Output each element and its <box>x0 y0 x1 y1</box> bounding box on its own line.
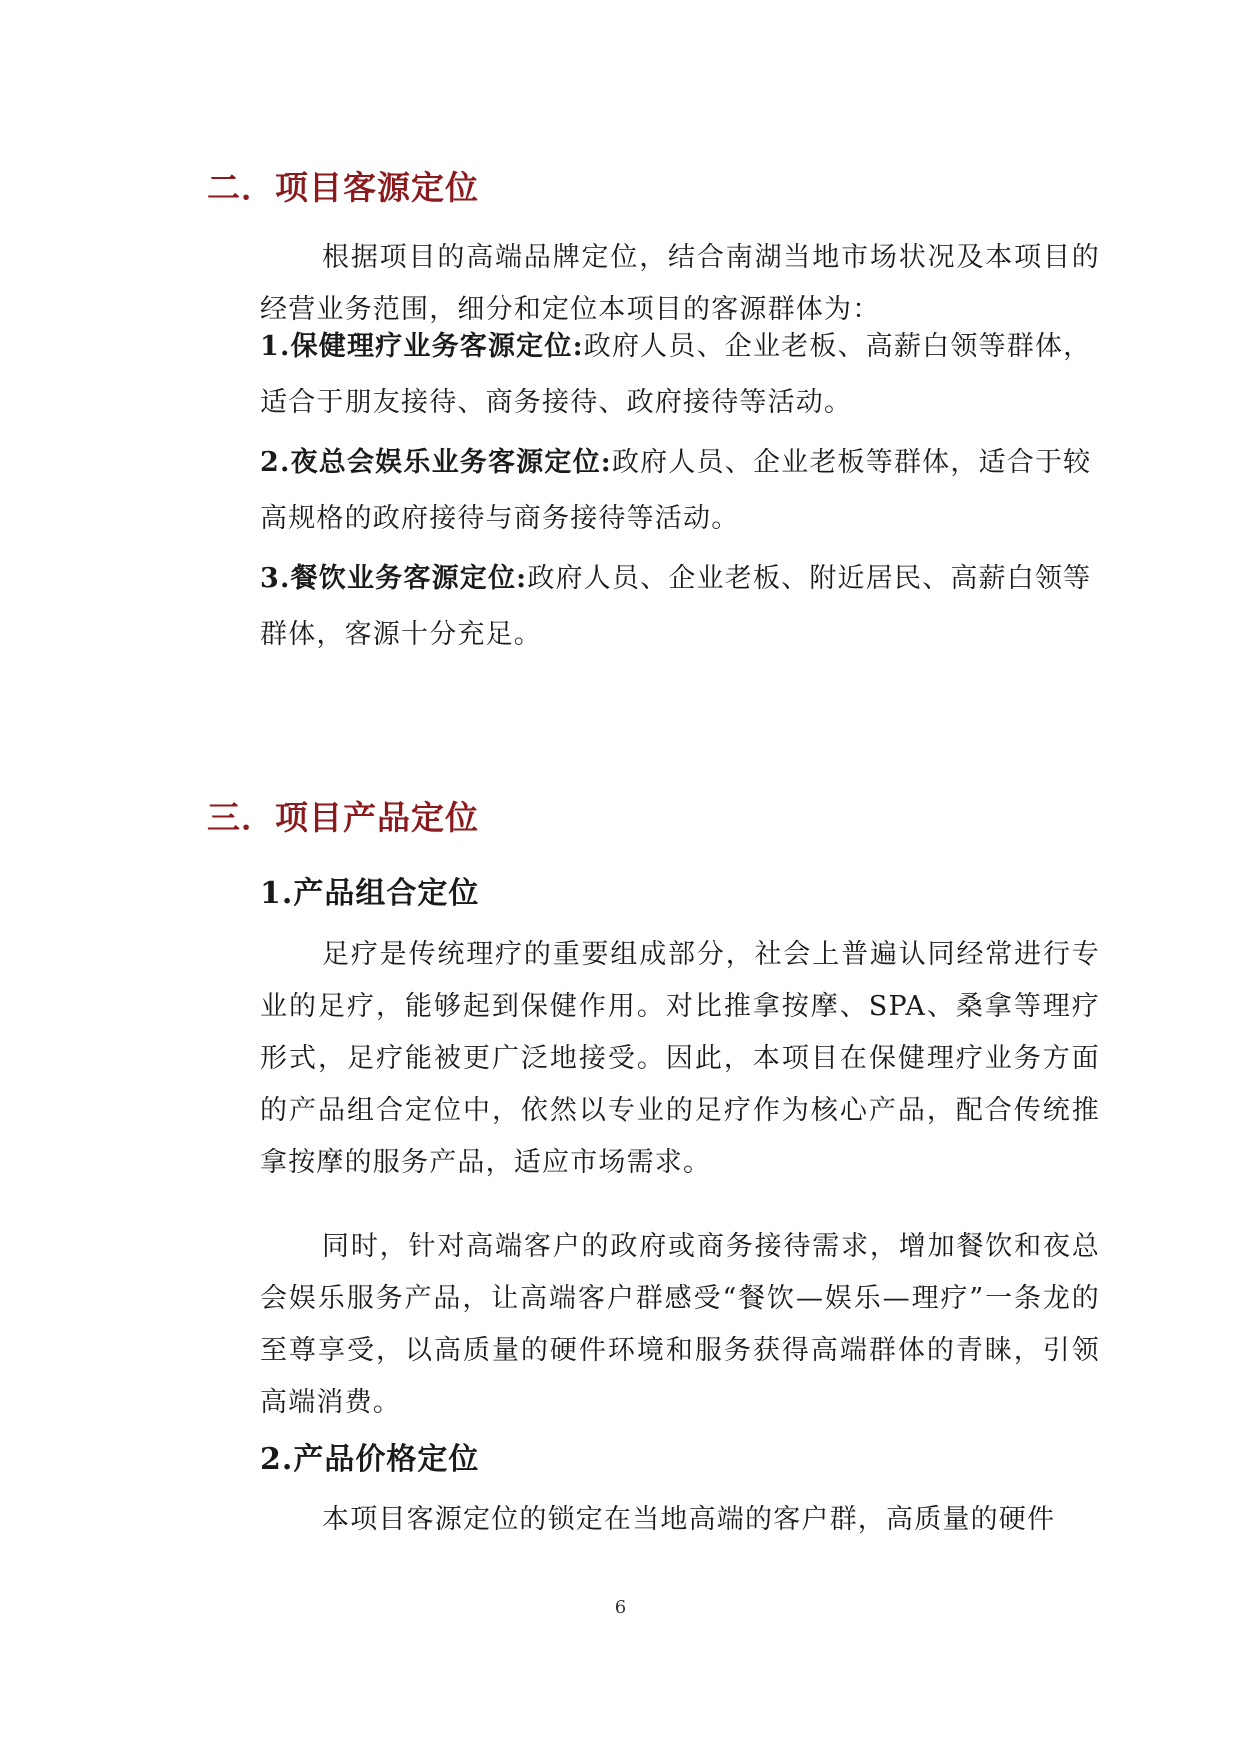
section-heading-customer-positioning: 二．项目客源定位 <box>207 168 479 207</box>
subsection-heading-product-mix: 1.产品组合定位 <box>260 876 480 911</box>
list-item-label: 2.夜总会娱乐业务客源定位: <box>260 447 612 478</box>
list-item-text: 政府人员、企业老板、附近居民、高薪白领等群体，客源十分充足。 <box>260 563 1092 650</box>
list-item-health-therapy <box>260 319 1100 431</box>
product-mix-paragraph-2: 同时，针对高端客户的政府或商务接待需求，增加餐饮和夜总会娱乐服务产品，让高端客户群感受“餐饮—娱乐—理疗”一条龙的至尊享受，以高质量的硬件环境和服务获得高端群体的青睐，引领高端消费。 <box>260 1231 1100 1418</box>
page-number: 6 <box>614 1597 627 1618</box>
section-intro-paragraph: 根据项目的高端品牌定位，结合南湖当地市场状况及本项目的经营业务范围，细分和定位本项目的客源群体为： <box>260 242 1100 325</box>
list-item-nightclub <box>260 435 1100 547</box>
product-mix-paragraph-1: 足疗是传统理疗的重要组成部分，社会上普遍认同经常进行专业的足疗，能够起到保健作用。对比推拿按摩、SPA、桑拿等理疗形式，足疗能被更广泛地接受。因此，本项目在保健理疗业务方面的产品组合定位中，依然以专业的足疗作为核心产品，配合传统推拿按摩的服务产品，适应市场需求。 <box>260 939 1100 1178</box>
list-item-text: 政府人员、企业老板、高薪白领等群体，适合于朋友接待、商务接待、政府接待等活动。 <box>260 331 1092 418</box>
list-item-text: 政府人员、企业老板等群体，适合于较高规格的政府接待与商务接待等活动。 <box>260 447 1092 534</box>
section-heading-product-positioning: 三．项目产品定位 <box>207 798 479 837</box>
list-item-catering <box>260 551 1100 663</box>
subsection-heading-price: 2.产品价格定位 <box>260 1442 480 1477</box>
list-item-label: 1.保健理疗业务客源定位: <box>260 331 584 362</box>
price-paragraph-1: 本项目客源定位的锁定在当地高端的客户群，高质量的硬件 <box>322 1504 1056 1535</box>
list-item-label: 3.餐饮业务客源定位: <box>260 563 528 594</box>
